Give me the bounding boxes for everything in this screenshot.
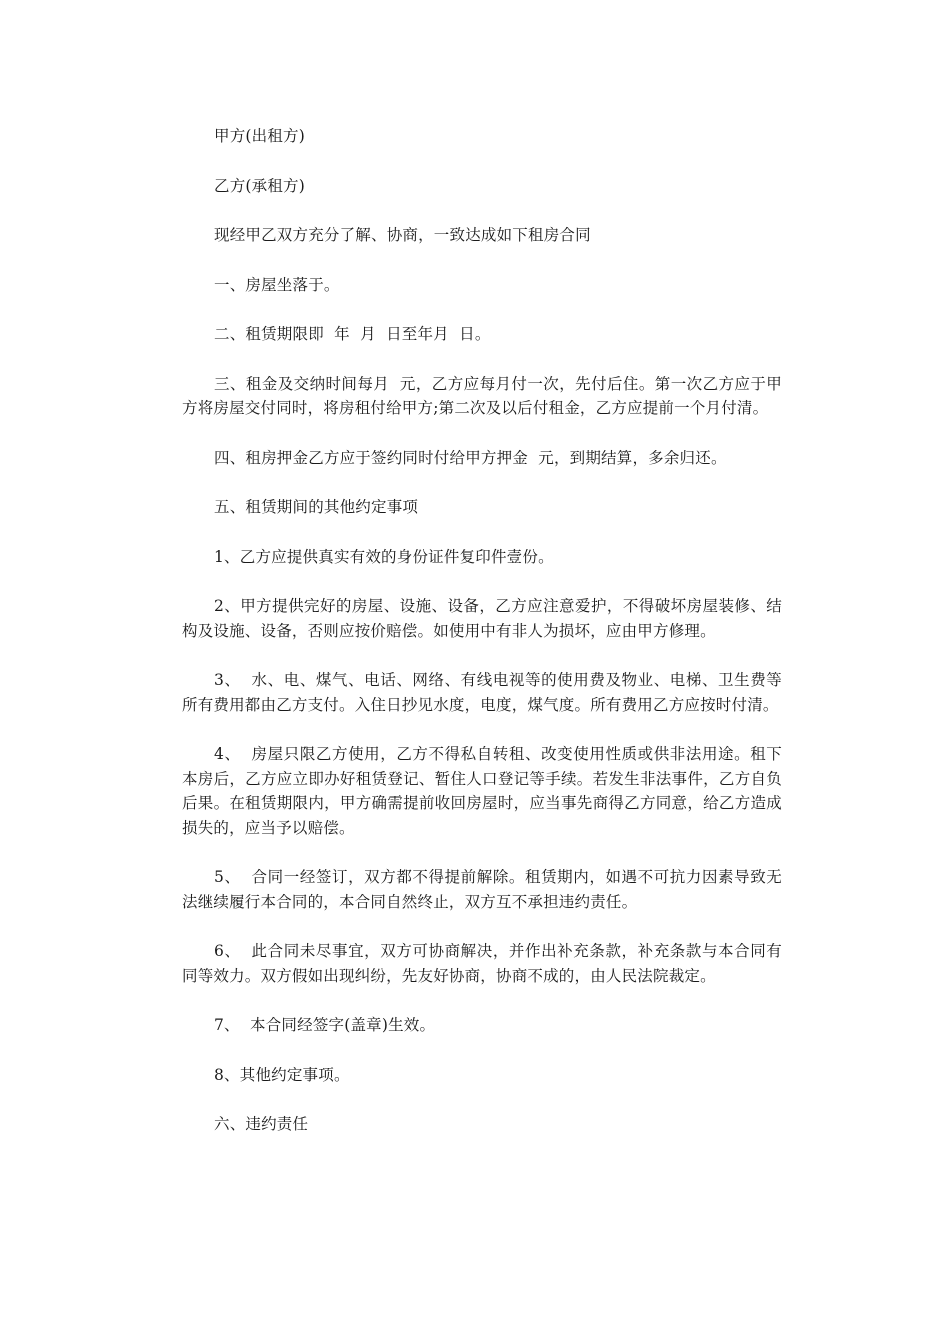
clause-5-item-6: 6、 此合同未尽事宜，双方可协商解决，并作出补充条款，补充条款与本合同有同等效力。双方假如出现纠纷，先友好协商，协商不成的，由人民法院裁定。 (182, 942, 782, 985)
clause-1-location: 一、房屋坐落于。 (214, 275, 340, 294)
party-b-line: 乙方(承租方) (214, 176, 305, 195)
clause-5-item-8: 8、其他约定事项。 (214, 1065, 350, 1084)
party-a-line: 甲方(出租方) (214, 127, 305, 145)
document-page (182, 124, 782, 1162)
clause-4-deposit: 四、租房押金乙方应于签约同时付给甲方押金 元，到期结算，多余归还。 (214, 448, 727, 467)
clause-5-item-4: 4、 房屋只限乙方使用，乙方不得私自转租、改变使用性质或供非法用途。租下本房后，乙方应立即办好租赁登记、暂住人口登记等手续。若发生非法事件，乙方自负后果。在租赁期限内，甲方确需提前收回房屋时，应当事先商得乙方同意，给乙方造成损失的，应当予以赔偿。 (182, 745, 782, 837)
clause-5-heading: 五、租赁期间的其他约定事项 (214, 498, 419, 516)
clause-5-item-5: 5、 合同一经签订，双方都不得提前解除。租赁期内，如遇不可抗力因素导致无法继续履行本合同的，本合同自然终止，双方互不承担违约责任。 (182, 868, 782, 911)
clause-5-item-1: 1、乙方应提供真实有效的身份证件复印件壹份。 (214, 547, 554, 566)
clause-5-item-3: 3、 水、电、煤气、电话、网络、有线电视等的使用费及物业、电梯、卫生费等所有费用都由乙方支付。入住日抄见水度，电度，煤气度。所有费用乙方应按时付清。 (182, 671, 782, 714)
clause-3-rent: 三、租金及交纳时间每月 元，乙方应每月付一次，先付后住。第一次乙方应于甲方将房屋交付同时，将房租付给甲方;第二次及以后付租金，乙方应提前一个月付清。 (182, 374, 782, 417)
clause-6-heading: 六、违约责任 (214, 1115, 309, 1133)
clause-2-term: 二、租赁期限即 年 月 日至年月 日。 (214, 325, 491, 343)
clause-5-item-2: 2、甲方提供完好的房屋、设施、设备，乙方应注意爱护，不得破坏房屋装修、结构及设施、设备，否则应按价赔偿。如使用中有非人为损坏，应由甲方修理。 (182, 597, 782, 640)
preamble-paragraph: 现经甲乙双方充分了解、协商，一致达成如下租房合同 (214, 226, 591, 244)
clause-5-item-7: 7、 本合同经签字(盖章)生效。 (214, 1016, 436, 1034)
